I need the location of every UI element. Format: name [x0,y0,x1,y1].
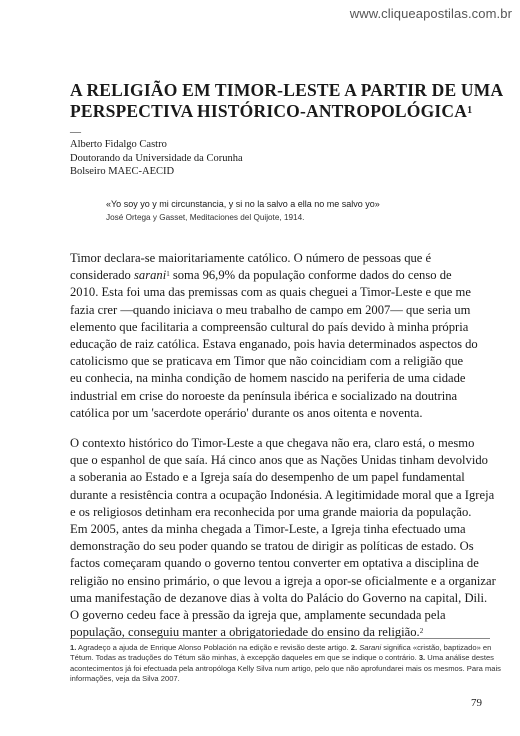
italic-term: sarani [134,268,167,283]
author-block [70,138,243,179]
text-line: industrial em crise do noroeste da península ibérica e socializado na doutrina [70,388,458,403]
footnote-italic-term: Sarani [359,643,382,652]
footnote-line [70,653,494,663]
footnote-divider [70,638,490,639]
title-footnote-ref[interactable]: 1 [467,105,473,116]
footnote-number: 1. [70,643,77,652]
text-span: considerado [70,268,134,283]
watermark: www.cliqueapostilas.com.br [349,6,512,21]
epigraph-source: José Ortega y Gasset, Meditaciones del Quijote, 1914. [106,213,305,222]
text-span: população, conseguiu manter a obrigatoriedade do ensino da religião. [70,625,420,640]
text-line: católica por um 'sacerdote operário' durante os anos oitenta e noventa. [70,405,423,420]
text-line: Em 2005, antes da minha chegada a Timor-Leste, a Igreja tinha efectuado uma [70,522,466,537]
text-line: fazia crer —quando iniciava o meu trabalho de campo em 2007— que seria um [70,302,471,317]
paragraph-1 [70,250,490,422]
footnote-ref[interactable]: 1 [166,270,170,279]
footnote-line [70,643,490,653]
text-line: uma manifestação de dezanove dias à volta do Palácio do Governo na capital, Dili. [70,590,488,605]
footnote-text: Uma análise destes [425,653,494,663]
paragraph-2 [70,435,496,641]
author-name: Alberto Fidalgo Castro [70,139,167,150]
text-line: eu conhecia, na minha condição de homem nascido na periferia de uma cidade [70,371,466,386]
text-line: demonstração do seu poder quando se tratou de dirigir as políticas de estado. Os [70,539,474,554]
title-line-2 [70,101,500,122]
text-line: religião no ensino primário, o que levou a igreja a opor-se oficialmente e a organizar [70,573,496,588]
footnote-number: 3. [418,653,426,663]
footnote-number: 2. [350,643,358,652]
text-line: durante a resistência contra a ocupação Indonésia. A legitimidade moral que a Igreja [70,487,495,502]
title-line-2-text: PERSPECTIVA HISTÓRICO-ANTROPOLÓGICA [70,101,468,121]
epigraph-quote: «Yo soy yo y mi circunstancia, y si no la salvo a ella no me salvo yo» [106,199,380,209]
footnote-text: Agradeço a ajuda de Enrique Alonso Población na edição e revisão deste artigo. [76,643,351,652]
text-line: 2010. Esta foi uma das premissas com as quais cheguei a Timor-Leste e que me [70,285,471,300]
footnote-line: acontecimentos já foi efectuada pela antropóloga Kelly Silva num artigo, pelo que não aprofundarei mais os mesmos. Para mais [70,663,501,673]
text-line: a soberania ao Estado e a Igreja saía do desempenho de um papel fundamental [70,470,465,485]
footnote-text: Tétum. Todas as traduções do Tétum são minhas, à excepção daqueles em que se indique o contrário. [70,653,419,663]
footnotes [70,643,501,685]
footnote-text: significa «cristão, baptizado» en [381,643,492,652]
page-number: 79 [471,697,482,709]
text-line: factos começaram quando o governo tentou converter em optativa a disciplina de [70,556,479,571]
text-span: soma 96,9% da população conforme dados do censo de [169,268,452,283]
text-line: O governo cedeu face à pressão da igreja que, amplamente secundada pela [70,608,446,623]
text-line: elemento que facilitaria a compreensão cultural do país devido à minha própria [70,319,469,334]
footnote-ref[interactable]: 2 [419,627,424,636]
title-separator: — [70,126,81,138]
article-body [70,250,496,641]
title-line-1: A RELIGIÃO EM TIMOR-LESTE A PARTIR DE UMA [70,80,504,100]
author-funding: Bolseiro MAEC-AECID [70,166,175,177]
text-line: O contexto histórico do Timor-Leste a que chegava não era, claro está, o mesmo [70,436,475,451]
text-line: e os religiosos detinham era reconhecida por uma grande maioria da população. [70,504,472,519]
footnote-line: informações, veja da Silva 2007. [70,674,180,684]
text-line: que o espanhol de que saía. Há cinco anos que as Nações Unidas tinham devolvido [70,453,488,468]
text-line: Timor declara-se maioritariamente católico. O número de pessoas que é [70,251,432,265]
epigraph [106,199,486,222]
author-position: Doutorando da Universidade da Corunha [70,152,243,164]
article-title [70,80,504,122]
text-line: catolicismo que se praticava em Timor que não coincidiam com a religião que [70,354,464,369]
text-line [70,267,490,284]
text-line: educação de raiz católica. Estava enganado, pois havia determinados aspectos do [70,337,478,352]
